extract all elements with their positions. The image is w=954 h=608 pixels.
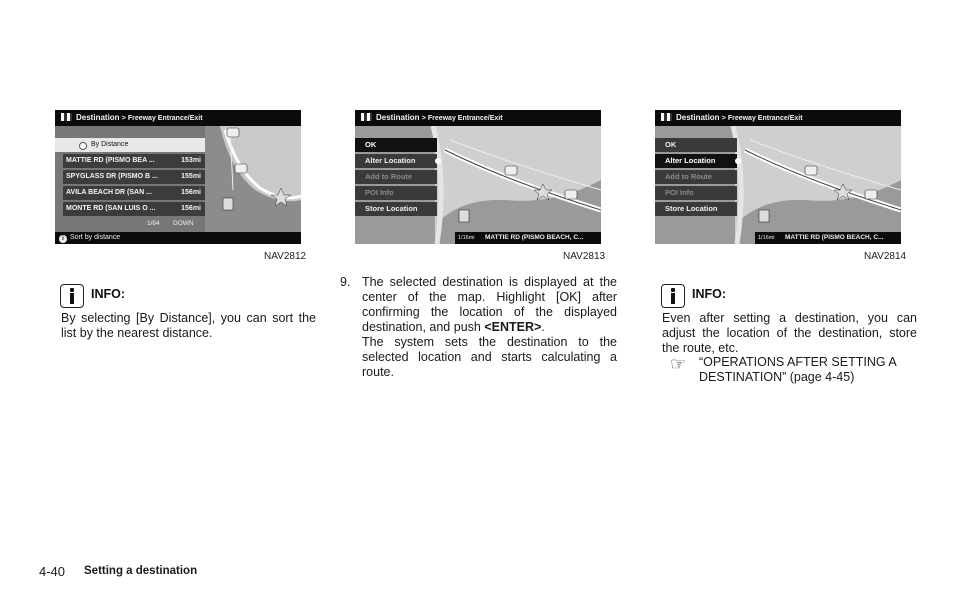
screen-subtitle: > Freeway Entrance/Exit — [421, 115, 503, 122]
location-name: MATTIE RD (PISMO BEACH, C... — [785, 234, 884, 241]
flag-icon — [661, 113, 672, 121]
menu-item-ok[interactable] — [355, 138, 437, 152]
location-footer — [755, 232, 901, 244]
screenshot-nav2813 — [355, 110, 601, 244]
screen-header — [55, 110, 301, 126]
menu-item-poi-info[interactable] — [355, 186, 437, 200]
map-scale: 1/16mi — [458, 235, 475, 241]
menu-item-store-location[interactable] — [655, 202, 737, 216]
sort-hint-text: Sort by distance — [70, 234, 121, 241]
list-item-distance: 156mi — [181, 189, 201, 196]
menu-item-poi-info[interactable] — [655, 186, 737, 200]
list-item-distance: 155mi — [181, 173, 201, 180]
list-item-name: SPYGLASS DR (PISMO B ... — [66, 173, 158, 180]
info-text-right: Even after setting a destination, you can adjust the location of the destination, store the route, etc. — [662, 311, 917, 355]
info-small-icon: i — [59, 235, 67, 243]
figure-caption-3: NAV2814 — [864, 251, 907, 262]
step-text — [362, 275, 617, 335]
figure-caption-2: NAV2813 — [563, 251, 606, 262]
menu-item-store-location[interactable] — [355, 202, 437, 216]
by-distance-button[interactable] — [55, 138, 205, 152]
list-item-name: MATTIE RD (PISMO BEA ... — [66, 157, 155, 164]
info-text-left: By selecting [By Distance], you can sort the list by the nearest distance. — [61, 311, 316, 340]
info-icon — [60, 284, 84, 308]
flag-icon — [61, 113, 72, 121]
info-heading-left: INFO: — [91, 287, 126, 301]
screenshot-nav2812 — [55, 110, 301, 244]
menu-item-add-to-route[interactable] — [655, 170, 737, 184]
cross-reference-line-1: “OPERATIONS AFTER SETTING A — [699, 355, 897, 369]
menu-item-alter-location[interactable] — [655, 154, 737, 168]
menu-item-label: Add to Route — [365, 172, 413, 181]
screen-header — [655, 110, 901, 126]
screen-title: Destination — [676, 113, 720, 122]
figure-caption-1: NAV2812 — [264, 251, 307, 262]
indicator-dot-icon — [435, 158, 441, 164]
screen-title: Destination — [376, 113, 420, 122]
screen-subtitle: > Freeway Entrance/Exit — [721, 115, 803, 122]
list-item-distance: 156mi — [181, 205, 201, 212]
cross-reference-line-2: DESTINATION” (page 4-45) — [699, 370, 855, 384]
indicator-dot-icon — [735, 158, 741, 164]
menu-item-label: Alter Location — [365, 156, 416, 165]
page-indicator: 1/84 — [147, 220, 160, 227]
step-text-second: The system sets the destination to the selected location and starts calculating a route. — [362, 335, 617, 379]
screenshot-nav2814 — [655, 110, 901, 244]
radio-icon — [79, 142, 87, 150]
menu-item-label: Store Location — [365, 204, 418, 213]
enter-key-label: <ENTER> — [484, 320, 542, 334]
location-name: MATTIE RD (PISMO BEACH, C... — [485, 234, 584, 241]
menu-item-label: Alter Location — [665, 156, 716, 165]
list-item[interactable] — [63, 186, 205, 200]
step-number: 9. — [340, 275, 351, 289]
list-item-name: MONTE RD (SAN LUIS O ... — [66, 205, 156, 212]
menu-item-label: POI Info — [665, 188, 694, 197]
screen-title: Destination — [76, 113, 120, 122]
menu-item-alter-location[interactable] — [355, 154, 437, 168]
list-item-name: AVILA BEACH DR (SAN ... — [66, 189, 152, 196]
menu-item-ok[interactable] — [655, 138, 737, 152]
flag-icon — [361, 113, 372, 121]
location-footer — [455, 232, 601, 244]
screen-header — [355, 110, 601, 126]
down-button[interactable]: DOWN — [173, 220, 194, 227]
pointing-hand-icon: ☞ — [670, 354, 687, 374]
menu-item-label: OK — [665, 140, 677, 149]
step-text-main: The selected destination is displayed at the center of the map. Highlight [OK] after confirming the location of the displayed destination, and push — [362, 275, 617, 334]
info-icon — [661, 284, 685, 308]
sort-hint-bar — [55, 232, 301, 244]
menu-item-label: OK — [365, 140, 377, 149]
by-distance-label: By Distance — [91, 141, 129, 148]
cross-reference[interactable] — [699, 355, 919, 385]
menu-item-label: POI Info — [365, 188, 394, 197]
list-item-distance: 153mi — [181, 157, 201, 164]
list-item[interactable] — [63, 170, 205, 184]
section-title: Setting a destination — [84, 565, 198, 577]
screen-subtitle: > Freeway Entrance/Exit — [121, 115, 203, 122]
info-heading-right: INFO: — [692, 287, 727, 301]
menu-item-label: Store Location — [665, 204, 718, 213]
page-number: 4-40 — [39, 564, 66, 579]
menu-item-add-to-route[interactable] — [355, 170, 437, 184]
list-item[interactable] — [63, 154, 205, 168]
step-text-end: . — [541, 320, 545, 334]
menu-item-label: Add to Route — [665, 172, 713, 181]
list-item[interactable] — [63, 202, 205, 216]
map-scale: 1/16mi — [758, 235, 775, 241]
